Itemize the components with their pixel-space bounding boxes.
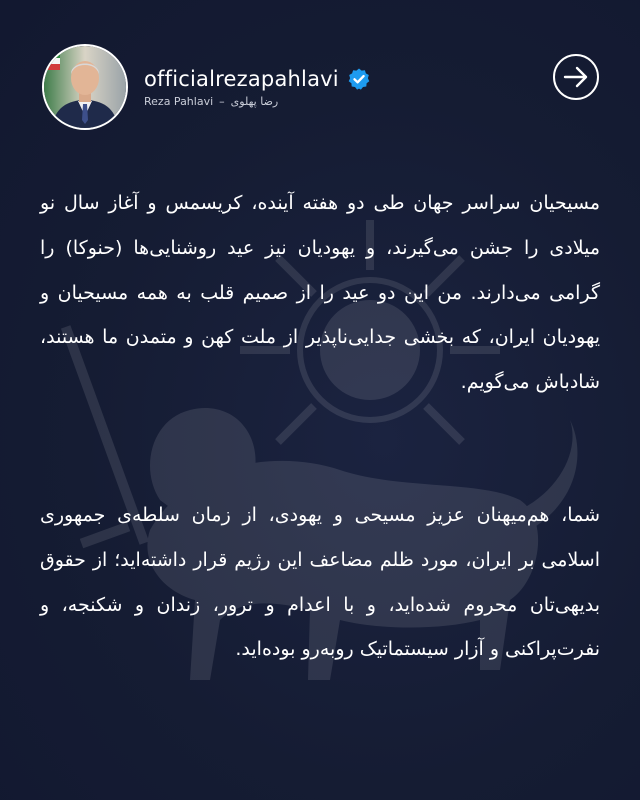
account-identity xyxy=(144,67,371,108)
arrow-right-circle-icon xyxy=(563,66,589,88)
display-name: Reza Pahlavi xyxy=(144,94,214,108)
account-subline xyxy=(144,95,371,108)
name-separator: – xyxy=(219,94,225,108)
post-paragraph-2: شما، هم‌میهنان عزیز مسیحی و یهودی، از زمان سلطه‌ی جمهوری اسلامی بر ایران، مورد ظلم مضاعف این رژیم قرار داشته‌اید؛ از حقوق بدیهی‌تان محروم شده‌اید، و با اعدام و ترور، زندان و شکنجه، و نفرت‌پراکنی و آزار سیستماتیک روبه‌رو بوده‌اید. xyxy=(40,504,600,661)
post-header xyxy=(42,43,371,131)
account-handle[interactable]: officialrezapahlavi xyxy=(144,66,339,91)
post-paragraph-1: مسیحیان سراسر جهان طی دو هفته آینده، کریسمس و آغاز سال نو میلادی را جشن می‌گیرند، و یهودیان نیز عید روشنایی‌ها (حنوکا) را گرامی می‌دارند. من این دو عید را از صمیم قلب به همه مسیحیان و یهودیان ایران، که بخشی جدایی‌ناپذیر از ملت کهن و متمدن ما هستند، شادباش می‌گویم. xyxy=(40,192,600,394)
handle-row xyxy=(144,67,371,91)
verified-badge-icon xyxy=(347,67,371,91)
avatar[interactable] xyxy=(42,44,128,130)
share-arrow-button[interactable] xyxy=(553,54,599,100)
display-name-fa: رضا پهلوی xyxy=(230,94,279,108)
avatar-portrait-icon xyxy=(44,46,126,128)
